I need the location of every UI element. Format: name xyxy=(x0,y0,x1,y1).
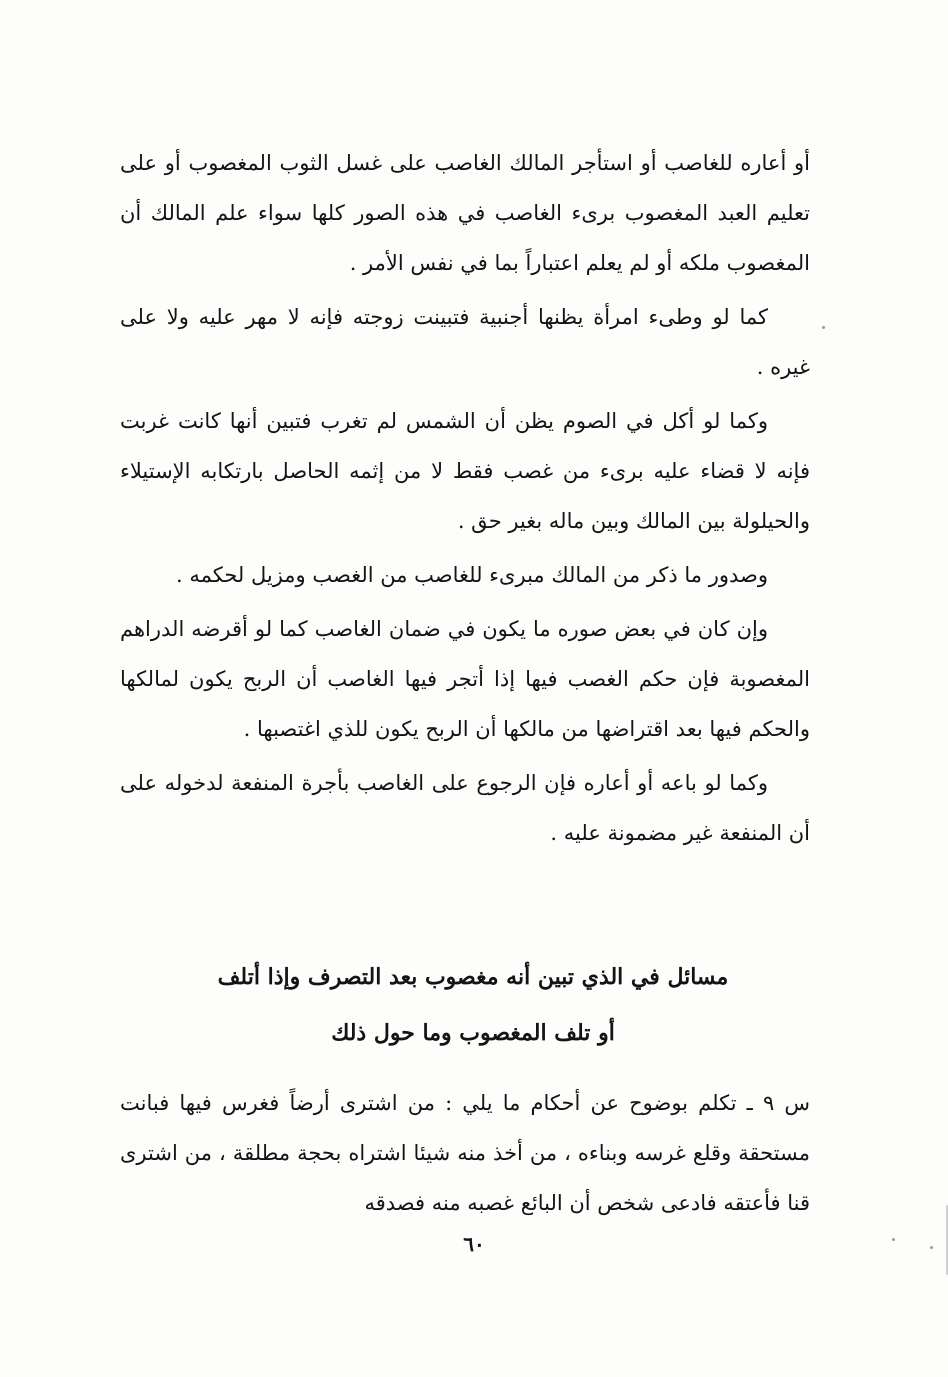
scan-speck xyxy=(892,1238,895,1241)
paragraph: وصدور ما ذكر من المالك مبرىء للغاصب من الغصب ومزيل لحكمه . xyxy=(176,563,768,587)
scan-speck xyxy=(822,326,825,329)
section-heading-line-1: مسائل في الذي تبين أنه مغصوب بعد التصرف وإذا أتلف xyxy=(217,964,729,990)
paragraph: وكما لو باعه أو أعاره فإن الرجوع على الغاصب بأجرة المنفعة لدخوله على أن المنفعة غير مضمونة عليه . xyxy=(120,771,810,845)
page-number: ٦٠ xyxy=(463,1232,485,1256)
body-text xyxy=(120,138,810,862)
scan-speck xyxy=(930,1246,933,1249)
paragraph: أو أعاره للغاصب أو استأجر المالك الغاصب على غسل الثوب المغصوب أو على تعليم العبد المغصوب برىء الغاصب في هذه الصور كلها سواء علم المالك أن المغصوب ملكه أو لم يعلم اعتباراً بما في نفس الأمر . xyxy=(120,151,810,275)
section-heading-line-2: أو تلف المغصوب وما حول ذلك xyxy=(331,1020,615,1046)
question-paragraph: س ٩ ـ تكلم بوضوح عن أحكام ما يلي : من اشترى أرضاً فغرس فيها فبانت مستحقة وقلع غرسه وبناءه ، من أخذ منه شيئا اشتراه بحجة مطلقة ، من اشترى قنا فأعتقه فادعى شخص أن البائع غصبه منه فصدقه xyxy=(120,1091,810,1215)
paragraph: وإن كان في بعض صوره ما يكون في ضمان الغاصب كما لو أقرضه الدراهم المغصوبة فإن حكم الغصب فيها إذا أتجر فيها الغاصب أن الربح يكون لمالكها والحكم فيها بعد اقتراضها من مالكها أن الربح يكون للذي اغتصبها . xyxy=(120,617,810,741)
paragraph: وكما لو أكل في الصوم يظن أن الشمس لم تغرب فتبين أنها كانت غربت فإنه لا قضاء عليه برىء من غصب فقط لا من إثمه الحاصل بارتكابه الإستيلاء والحيلولة بين المالك وبين ماله بغير حق . xyxy=(120,409,810,533)
paragraph: كما لو وطىء امرأة يظنها أجنبية فتبينت زوجته فإنه لا مهر عليه ولا على غيره . xyxy=(120,305,810,379)
